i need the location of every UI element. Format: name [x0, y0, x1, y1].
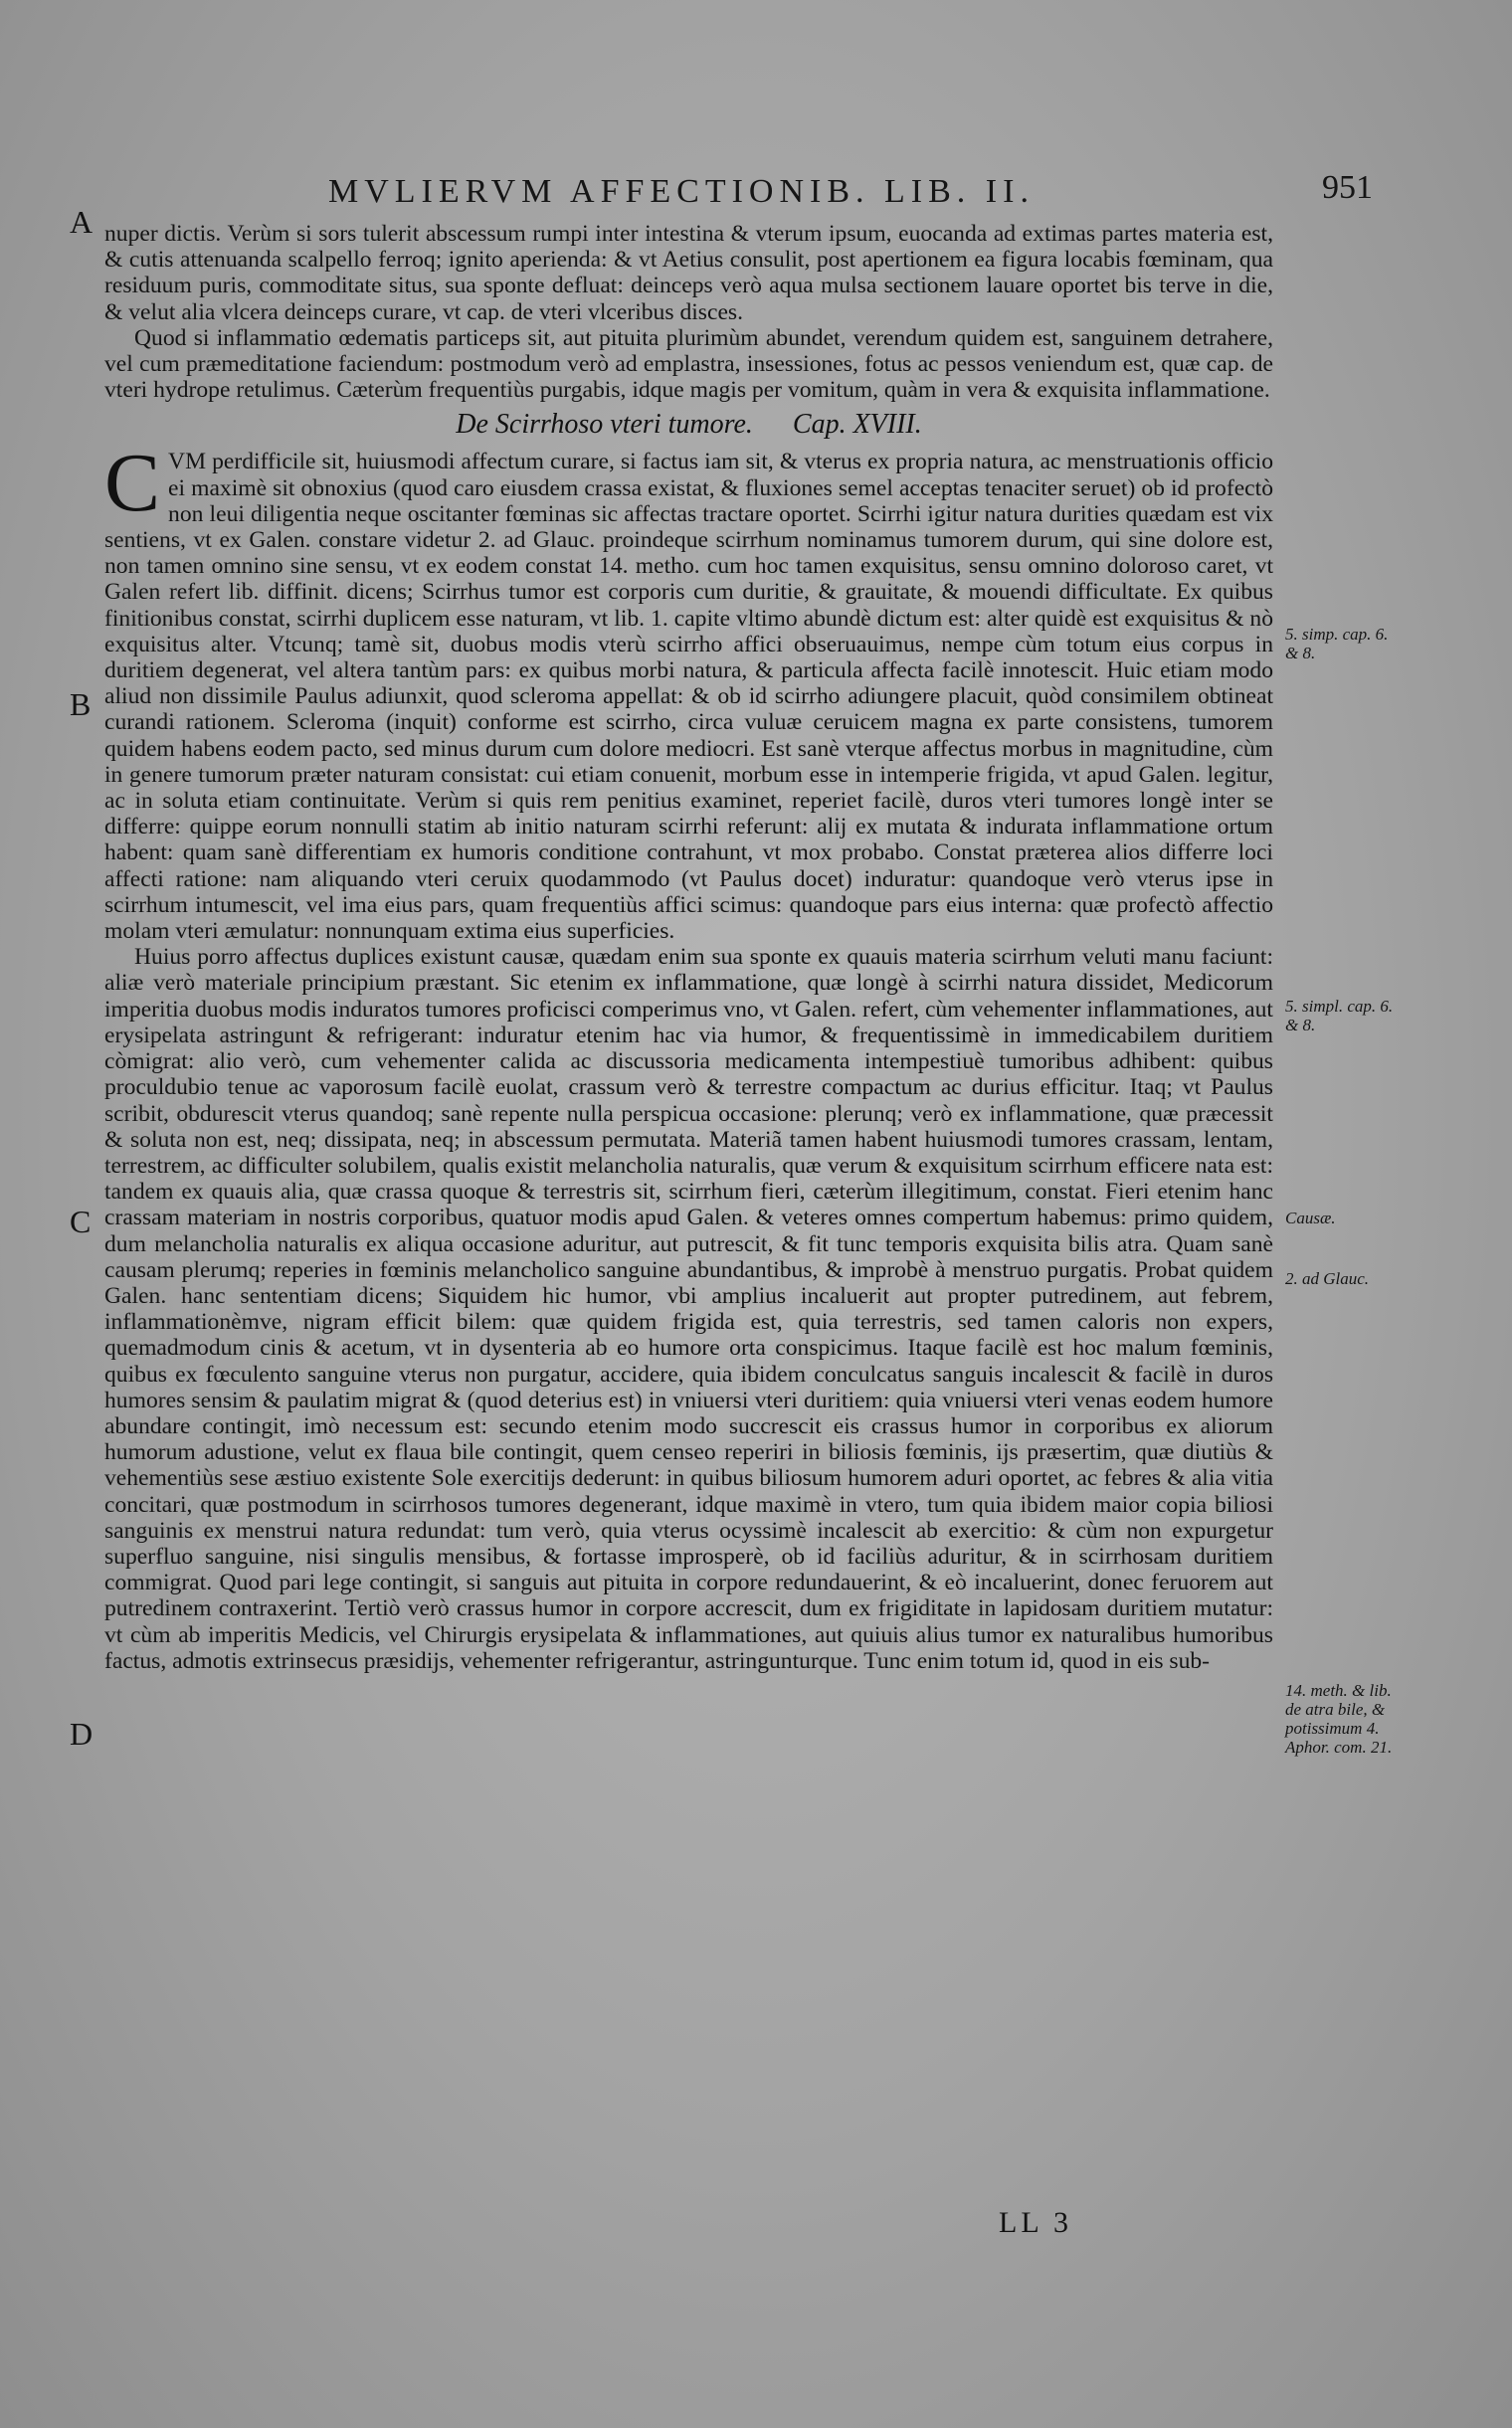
- paragraph-inflammation: Quod si inflammatio œdematis particeps sit, aut pituita plurimùm abundet, verendum quidem est, sanguinem detrahere, vel cum præmeditatione faciendum: postmodum verò ad emplastra, insessiones, fotus ac pessos veniendum est, quæ cap. de vteri hydrope retulimus. Cæterùm frequentiùs purgabis, idque magis per vomitum, quàm in vera & exquisita inflammatione.: [104, 324, 1273, 404]
- margin-note: 5. simpl. cap. 6. & 8.: [1285, 997, 1394, 1034]
- margin-note: 2. ad Glauc.: [1285, 1269, 1370, 1288]
- drop-cap: C: [104, 437, 161, 530]
- body-text: [104, 221, 1273, 1674]
- section-letter-b: B: [70, 686, 92, 722]
- chapter-heading: [104, 409, 1273, 441]
- paragraph-scirrhus-intro: [104, 437, 1273, 945]
- chapter-title: De Scirrhoso vteri tumore.: [456, 409, 753, 441]
- opening-word: VM: [168, 449, 207, 475]
- section-letter-d: D: [70, 1716, 94, 1752]
- running-title: MVLIERVM AFFECTIONIB. LIB. II.: [328, 173, 1035, 210]
- paragraph-continuation: nuper dictis. Verùm si sors tulerit abscessum rumpi inter intestina & vterum ipsum, euocanda ad extimas partes materia est, & cutis attenuanda scalpello ferroq; ignito aperienda: & vt Aetius consulit, post apertionem ea figura locabis fœminam, qua residuum puris, commoditate situs, sua sponte defluat: deinceps verò aqua mulsa sectionem lauare oportet bis terve in die, & velut alia vlcera deinceps curare, vt cap. de vteri vlceribus disces.: [104, 221, 1273, 325]
- section-letter-a: A: [70, 204, 94, 240]
- paragraph-causes: Huius porro affectus duplices existunt causæ, quædam enim sua sponte ex quauis materia scirrhum veluti manu faciunt: aliæ verò materiale principium præstant. Sic etenim ex inflammatione, quæ longè à scirrhi natura dissidet, Medicorum imperitia duobus modis induratos tumores proficisci comperimus vno, vt Galen. refert, cùm vehementer inflammationes, aut erysipelata astringunt & refrigerant: induratur etenim hac via humor, & frequentissimè in immedicabilem duritiem còmigrat: alio verò, cum vehementer calida ac discussoria medicamenta intempestiuè tumoribus adhibent: quibus proculdubio tenue ac vaporosum facilè euolat, crassum verò & terrestre compactum ac durius efficitur. Itaq; vt Paulus scribit, obdurescit vterus quandoq; sanè repente nulla perspicua occasione: plerunq; verò ex inflammatione, quæ præcessit & soluta non est, neq; dissipata, neq; in abscessum permutata. Materiã tamen habent huiusmodi tumores crassam, lentam, terrestrem, ac difficulter solubilem, qualis existit melancholia naturalis, quæ verum & exquisitum scirrhum efficere nata est: tandem ex quauis alia, quæ crassa quoque & terrestris sit, scirrhum fieri, cæterùm illegitimum, constat. Fieri etenim hanc crassam materiam in nostris corporibus, quatuor modis apud Galen. & veteres omnes compertum habemus: primo quidem, dum melancholia naturalis ex aliqua occasione aduritur, aut putrescit, & fit tunc temporis exquisita bilis atra. Quam sanè causam plerumq; reperies in fœminis melancholico sanguine abundantibus, & improbè à menstruo purgatis. Probat quidem Galen. hanc sententiam dicens; Siquidem hic humor, vbi amplius incaluerit aut propter putredinem, aut febrem, inflammationèmve, nigram efficit bilem: quæ quidem frigida est, quia terrestris, sed tamen caloris non expers, quemadmodum cinis & acetum, vt in dysenteria ab eo humore orta conspicimus. Itaque facilè est hoc malum fœminis, quibus ex fœculento sanguine vterus non purgatur, accidere, quia ibidem conculcatus sanguis incalescit & facilè in duros humores sensim & paulatim migrat & (quod deterius est) in vniuersi vteri duritiem: quia vniuersi vteri venas eodem humore abundare contingit, imò necessum est: secundo etenim modo succrescit eis crassus humor in corporibus ex aliorum humorum adustione, velut ex flaua bile contingit, quem censeo reperiri in biliosis fœminis, ijs præsertim, quæ diutiùs & vehementiùs sese æstiuo existente Sole exercitijs dederunt: in quibus biliosum humorem aduri oportet, ac febres & alia vitia concitari, quæ postmodum in scirrhosos tumores degenerant, idque maximè in vtero, tum quia ibidem maior copia biliosi sanguinis ex menstrui natura redundat: tum verò, quia vterus ocyssimè incalescit ab exercitio: & cùm non expurgetur superfluo sanguine, nisi singulis mensibus, & fortasse improsperè, ob id faciliùs aduritur, & in scirrhosam duritiem commigrat. Quod pari lege contingit, si sanguis aut pituita in corpore redundauerint, & eò incaluerint, donec feruorem aut putredinem contraxerint. Tertiò verò crassus humor in corpore accrescit, dum ex frigiditate in lapidosam duritiem mutatur: vt cùm ab imperitis Medicis, vel Chirurgis erysipelata & inflammationes, aut quiuis alius tumor ex naturalibus humoribus factus, admotis extrinsecus præsidijs, vehementer refrigerantur, astringunturque. Tunc enim totum id, quod in eis sub-: [104, 944, 1273, 1674]
- section-letter-c: C: [70, 1204, 92, 1239]
- signature-mark: LL 3: [999, 2206, 1073, 2239]
- margin-note: Causæ.: [1285, 1209, 1336, 1227]
- page-number: 951: [1322, 169, 1373, 206]
- chapter-number: Cap. XVIII.: [792, 409, 922, 441]
- margin-note: 14. meth. & lib. de atra bile, & potissimum 4. Aphor. com. 21.: [1285, 1681, 1393, 1757]
- page-header: [328, 169, 1373, 219]
- paragraph-text: perdifficile sit, huiusmodi affectum curare, si factus iam sit, & vterus ex propria natura, ac menstruationis officio ei maximè sit obnoxius (quod caro eiusdem crassa existat, & fluxiones semel acceptas tenaciter seruet) ob id profectò non leui diligentia neque oscitanter fœminas sic affectas tractare oportet. Scirrhi igitur natura durities quædam est vix sentiens, vt ex Galen. constare videtur 2. ad Glauc. proindeque scirrhum nominamus tumorem durum, qui sine dolore est, non tamen omnino sine sensu, vt ex eodem constat 14. metho. cum hoc tamen exquisitus, sensu omnino doloroso caret, vt Galen refert lib. diffinit. dicens; Scirrhus tumor est corporis cum duritie, & grauitate, & mouendi difficultate. Ex quibus finitionibus constat, scirrhi duplicem esse naturam, vt lib. 1. capite vltimo abundè dictum est: alter quidè est exquisitus & nò exquisitus alter. Vtcunq; tamè sit, duobus modis vterù scirrho affici obseruauimus, nempe cùm totum eius corpus in duritiem degenerat, vel altera tantùm pars: ex quibus morbi natura, & particula affecta facilè innotescit. Huic etiam modo aliud non dissimile Paulus adiunxit, quod scleroma appellat: & ob id scirrho adiungere placuit, quòd consimilem obtineat curandi rationem. Scleroma (inquit) conforme est scirrho, circa vuluæ ceruicem magna ex parte consistens, tumorem quidem habens eodem pacto, sed minus durum cum dolore mediocri. Est sanè vterque affectus morbus in magnitudine, cùm in genere tumorum præter naturam consistat: cui etiam conuenit, morbum esse in intemperie frigida, vt apud Galen. legitur, ac in soluta etiam continuitate. Verùm si quis rem penitius examinet, reperiet facilè, duros vteri tumores longè inter se differre: quippe eorum nonnulli statim ab initio naturam scirrhi referunt: alij ex mutata & indurata inflammatione ortum habent: quam sanè differentiam ex humoris conditione contrahunt, vt mox probabo. Constat præterea alios differre loci affecti ratione: nam aliquando vteri ceruix quodammodo (vt Paulus docet) induratur: quandoque verò vterus ipse in scirrhum intumescit, vel ima eius pars, quam frequentiùs affici scimus: quandoque pars eius interna: quæ profectò affectio molam vteri æmulatur: nonnunquam extima eius superficies.: [104, 449, 1273, 945]
- margin-note: 5. simp. cap. 6. & 8.: [1285, 625, 1389, 662]
